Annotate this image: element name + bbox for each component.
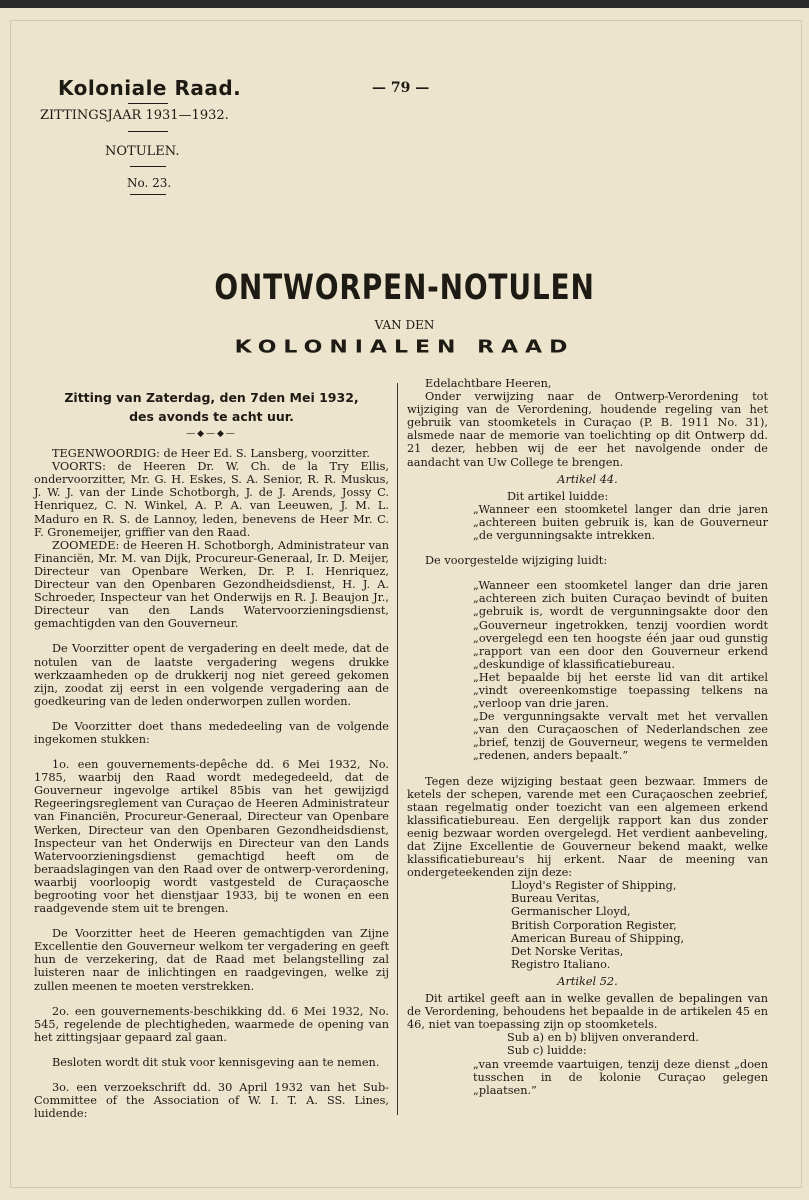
rule — [128, 131, 168, 132]
ornament: —◆—◆— — [186, 429, 237, 439]
raad-title: KOLONIALEN RAAD — [234, 337, 575, 358]
sitting-line-1: Zitting van Zaterdag, den 7den Mei 1932, — [64, 390, 359, 405]
paragraph-item-1: 1o. een gouvernements-depêche dd. 6 Mei 1932, No. 1785, waarbij den Raad wordt medegedeeld, dat de Gouverneur ingevolge artikel 85bis van het gewijzigd Regeeringsreglement van Curaçao de Heeren Administrateur van Financiën, Procureur-Generaal, Directeur van Openbare Werken, Directeur van den Openbaren Gezondheidsdienst, Inspecteur van het Onderwijs en Directeur van den Lands Watervoorzieningsdienst gemachtigd heeft om de beraadslagingen van den Raad over de ontwerp-verordening, waarbij voorloopig wordt vastgesteld de Curaçaosche begrooting voor het dienstjaar 1933, bij te wonen en een raadgevende stem uit te brengen. — [34, 758, 389, 916]
salutation: Edelachtbare Heeren, — [425, 377, 552, 390]
quote-new-text-3: „De vergunningsakte vervalt met het vervallen „van den Curaçaoschen of Nederlandschen zee „brief, tenzij de Gouverneur, wegens te vermelden „redenen, anders bepaalt.” — [473, 710, 768, 763]
rule — [128, 103, 168, 104]
right-column — [407, 377, 768, 1097]
paragraph-luidde: Dit artikel luidde: — [507, 489, 609, 503]
paragraph-art52: Dit artikel geeft aan in welke gevallen de bepalingen van de Verordening, behoudens het bepaalde in de artikelen 45 en 46, niet van toepassing zijn op stoomketels. — [407, 992, 768, 1032]
rule — [130, 166, 166, 167]
paragraph-sub-c: Sub c) luidde: — [507, 1044, 587, 1058]
list-item: Lloyd's Register of Shipping, — [511, 879, 677, 893]
paragraph-tegenwoordig: TEGENWOORDIG: de Heer Ed. S. Lansberg, voorzitter. — [52, 447, 370, 461]
paragraph-mededeeling: De Voorzitter doet thans mededeeling van de volgende ingekomen stukken: — [34, 719, 389, 746]
page-number: — 79 — — [372, 80, 430, 96]
rule — [130, 194, 166, 195]
article-44-heading: Artikel 44. — [557, 472, 618, 486]
notulen-label: NOTULEN. — [105, 144, 180, 159]
paragraph-voorgesteld: De voorgestelde wijziging luidt: — [425, 554, 608, 568]
paragraph-item-2: 2o. een gouvernements-beschikking dd. 6 Mei 1932, No. 545, regelende de plechtigheden, waarmede de opening van het zittingsjaar gepaard zal gaan. — [34, 1004, 389, 1044]
quote-old-text: „Wanneer een stoomketel langer dan drie jaren „achtereen buiten gebruik is, kan de Gouverneur „de vergunningsakte intrekken. — [473, 502, 768, 543]
van-den-label: VAN DEN — [374, 318, 435, 332]
sitting-heading — [34, 388, 389, 426]
register-list — [407, 879, 768, 971]
quote-new-text-1: „Wanneer een stoomketel langer dan drie jaren „achtereen zich buiten Curaçao bevindt of buiten „gebruik is, wordt de vergunningsakte door den „Gouverneur ingetrokken, tenzij voordien wordt „overgelegd een ten hoogste één jaar oud gunstig „rapport van een door den Gouverneur erkend „deskundige of klassificatiebureau. — [473, 579, 768, 671]
left-column — [34, 388, 389, 1120]
quote-new-text-2: „Het bepaalde bij het eerste lid van dit artikel „vindt overeenkomstige toepassing telkens na „verloop van drie jaren. — [473, 670, 768, 711]
list-item: American Bureau of Shipping, — [511, 931, 685, 945]
list-item: Registro Italiano. — [511, 957, 611, 971]
paragraph-welkom: De Voorzitter heet de Heeren gemachtigden van Zijne Excellentie den Gouverneur welkom ter vergadering en geeft hun de verzekering, dat de Raad met belangstelling zal luisteren naar de inlichtingen en raadgevingen, welke zij zullen meenen te moeten verstrekken. — [34, 927, 389, 993]
document-page — [0, 8, 809, 1200]
article-52-heading: Artikel 52. — [557, 974, 618, 988]
sitting-line-2: des avonds te acht uur. — [129, 409, 294, 424]
paragraph-voorts: VOORTS: de Heeren Dr. W. Ch. de la Try Ellis, ondervoorzitter, Mr. G. H. Eskes, S. A. Senior, R. R. Muskus, J. W. J. van der Linde Schotborgh, J. de J. Arends, Jossy C. Henriquez, C. N. Winkel, A. P. A. van Leeuwen, J. M. L. Maduro en R. S. de Lannoy, leden, benevens de Heer Mr. C. F. Gronemeijer, griffier van den Raad. — [34, 460, 389, 539]
main-title: ONTWORPEN-NOTULEN — [214, 268, 595, 308]
session-year: ZITTINGSJAAR 1931—1932. — [40, 108, 229, 123]
paragraph-besloten: Besloten wordt dit stuk voor kennisgeving aan te nemen. — [52, 1055, 380, 1069]
paragraph-opening: De Voorzitter opent de vergadering en deelt mede, dat de notulen van de laatste vergadering wegens drukke werkzaamheden op de drukkerij nog niet gereed gekomen zijn, zoodat zij eerst in een volgende vergadering aan de goedkeuring van de leden onderworpen zullen worden. — [34, 642, 389, 708]
list-item: British Corporation Register, — [511, 918, 677, 932]
paragraph-sub-ab: Sub a) en b) blijven onveranderd. — [507, 1031, 699, 1045]
quote-sub-c: „van vreemde vaartuigen, tenzij deze dienst „doen tusschen in de kolonie Curaçao gelegen „plaatsen.” — [473, 1057, 768, 1097]
paragraph-item-3: 3o. een verzoekschrift dd. 30 April 1932 van het Sub-Committee of the Association of W. I. T. A. SS. Lines, luidende: — [34, 1081, 389, 1121]
list-item: Bureau Veritas, — [511, 892, 600, 906]
paragraph-onder: Onder verwijzing naar de Ontwerp-Verordening tot wijziging van de Verordening, houdende regeling van het gebruik van stoomketels in Curaçao (P. B. 1911 No. 31), alsmede naar de memorie van toelichting op dit Ontwerp dd. 21 dezer, hebben wij de eer het navolgende onder de aandacht van Uw College te brengen. — [407, 390, 768, 469]
list-item: Germanischer Lloyd, — [511, 905, 631, 919]
paragraph-zoomede: ZOOMEDE: de Heeren H. Schotborgh, Administrateur van Financiën, Mr. M. van Dijk, Procureur-Generaal, Ir. D. Meijer, Directeur van Openbare Werken, Dr. P. I. Henriquez, Directeur van den Openbaren Gezondheidsdienst, H. J. A. Schroeder, Inspecteur van het Onderwijs en R. J. Beaujon Jr., Directeur van den Lands Watervoorzieningsdienst, gemachtigden van den Gouverneur. — [34, 538, 389, 631]
document-number: No. 23. — [127, 176, 172, 190]
publication-title: Koloniale Raad. — [58, 76, 242, 100]
list-item: Det Norske Veritas, — [511, 944, 624, 958]
paragraph-tegen: Tegen deze wijziging bestaat geen bezwaar. Immers de ketels der schepen, varende met een Curaçaoschen zeebrief, staan regelmatig onder toezicht van een algemeen erkend klassificatiebureau. Een dergelijk rapport kan dus zonder eenig bezwaar worden overgelegd. Het verdient aanbeveling, dat Zijne Excellentie de Gouverneur bekend maakt, welke klassificatiebureau's hij erkent. Naar de meening van ondergeteekenden zijn deze: — [407, 774, 768, 880]
column-divider — [397, 383, 398, 1115]
